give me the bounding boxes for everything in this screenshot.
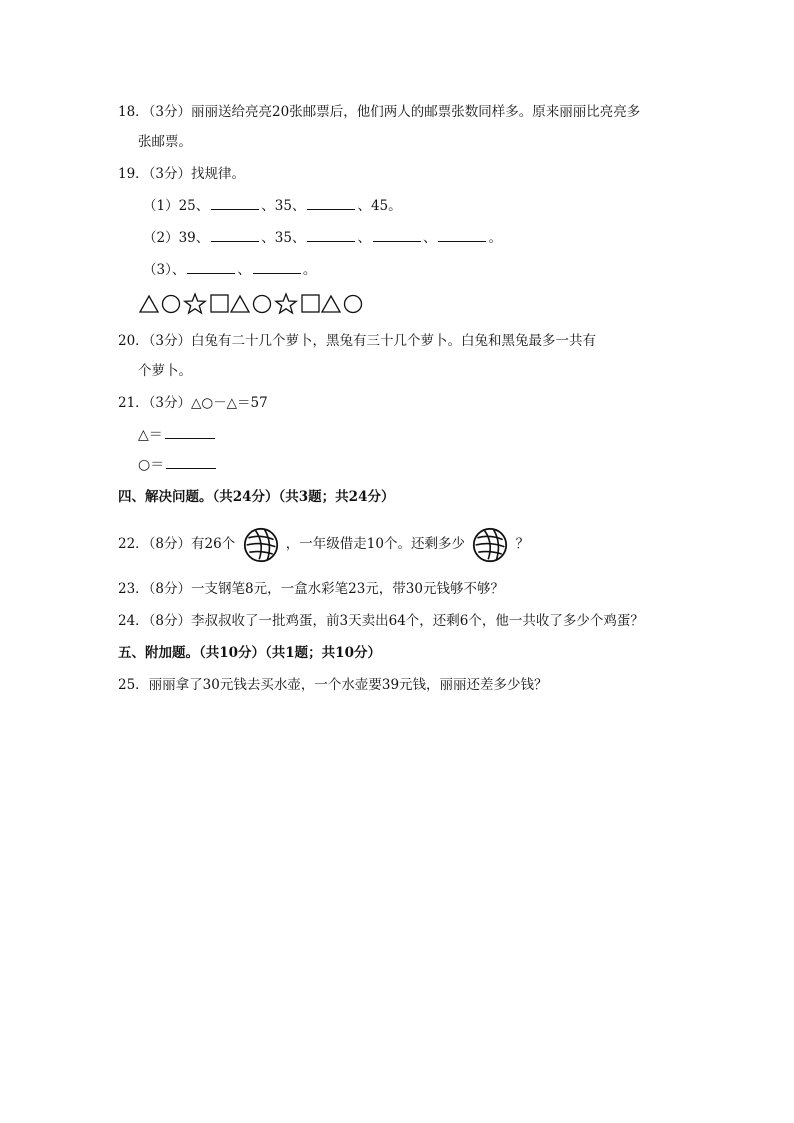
q19-p3-end: 。	[302, 262, 317, 278]
q19-part2	[143, 229, 502, 247]
q20-line2: 个萝卜。	[138, 363, 192, 379]
q19-p2-mid: 、35、	[261, 230, 306, 246]
triangle-icon	[322, 296, 340, 312]
q19-part3	[143, 261, 316, 279]
q19-title: 19．（3分）找规律。	[118, 166, 246, 182]
star-icon	[185, 294, 205, 313]
q20-line1: 20．（3分）白兔有二十几个萝卜，黑兔有三十几个萝卜。白兔和黑兔最多一共有	[118, 333, 597, 349]
answer-blank[interactable]	[438, 229, 486, 242]
answer-blank[interactable]	[307, 229, 355, 242]
answer-blank[interactable]	[307, 197, 355, 210]
square-icon	[302, 295, 319, 312]
answer-blank[interactable]	[211, 229, 259, 242]
volleyball-icon	[243, 527, 279, 563]
q19-p3-sep: 、	[237, 262, 251, 278]
q24-text: 24．（8分）李叔叔收了一批鸡蛋，前3天卖出64个，还剩6个，他一共收了多少个鸡蛋？	[118, 613, 644, 629]
answer-blank[interactable]	[187, 261, 235, 274]
section4-heading: 四、解决问题。（共24分）（共3题；共24分）	[118, 489, 395, 505]
section5-heading: 五、附加题。（共10分）（共1题；共10分）	[118, 645, 381, 661]
q19-p2-sep2: 、	[422, 230, 437, 246]
q19-p1-prefix: （1）25、	[143, 198, 210, 214]
answer-blank[interactable]	[166, 456, 216, 469]
q18-line1: 18．（3分）丽丽送给亮亮20张邮票后，他们两人的邮票张数同样多。原来丽丽比亮亮多	[118, 104, 641, 120]
volleyball-icon	[472, 527, 508, 563]
answer-blank[interactable]	[211, 197, 259, 210]
shape-sequence-svg	[138, 292, 368, 316]
q22-prefix: 22．（8分）有26个	[118, 536, 236, 552]
q19-p2-end: 。	[488, 230, 502, 246]
q21-title: 21．（3分）△○－△＝57	[118, 395, 268, 411]
answer-blank[interactable]	[253, 261, 301, 274]
q22-line	[118, 526, 529, 563]
circle-icon	[163, 296, 180, 313]
q22-suffix: ？	[515, 536, 530, 552]
shape-sequence	[138, 292, 368, 316]
q21-triangle-label: △＝	[138, 427, 163, 443]
q25-text: 25．丽丽拿了30元钱去买水壶，一个水壶要39元钱，丽丽还差多少钱？	[118, 677, 548, 693]
star-icon	[276, 294, 296, 313]
q19-p1-mid: 、35、	[261, 198, 306, 214]
triangle-icon	[231, 296, 249, 312]
q19-p3-prefix: （3）、	[143, 262, 186, 278]
circle-icon	[254, 296, 271, 313]
answer-blank[interactable]	[373, 229, 421, 242]
q19-p2-prefix: （2）39、	[143, 230, 210, 246]
q21-circle-label: ○＝	[138, 457, 165, 473]
q22-middle: ，一年级借走10个。还剩多少	[285, 536, 465, 552]
q19-part1	[143, 197, 402, 215]
q19-p1-end: 、45。	[357, 198, 402, 214]
q21-triangle-answer	[138, 426, 217, 444]
answer-blank[interactable]	[165, 426, 215, 439]
q21-circle-answer	[138, 456, 218, 474]
q18-line2: 张邮票。	[138, 134, 192, 150]
q19-p2-sep1: 、	[357, 230, 371, 246]
triangle-icon	[140, 296, 158, 312]
square-icon	[211, 295, 228, 312]
circle-icon	[345, 296, 362, 313]
q23-text: 23．（8分）一支钢笔8元，一盒水彩笔23元，带30元钱够不够？	[118, 581, 504, 597]
